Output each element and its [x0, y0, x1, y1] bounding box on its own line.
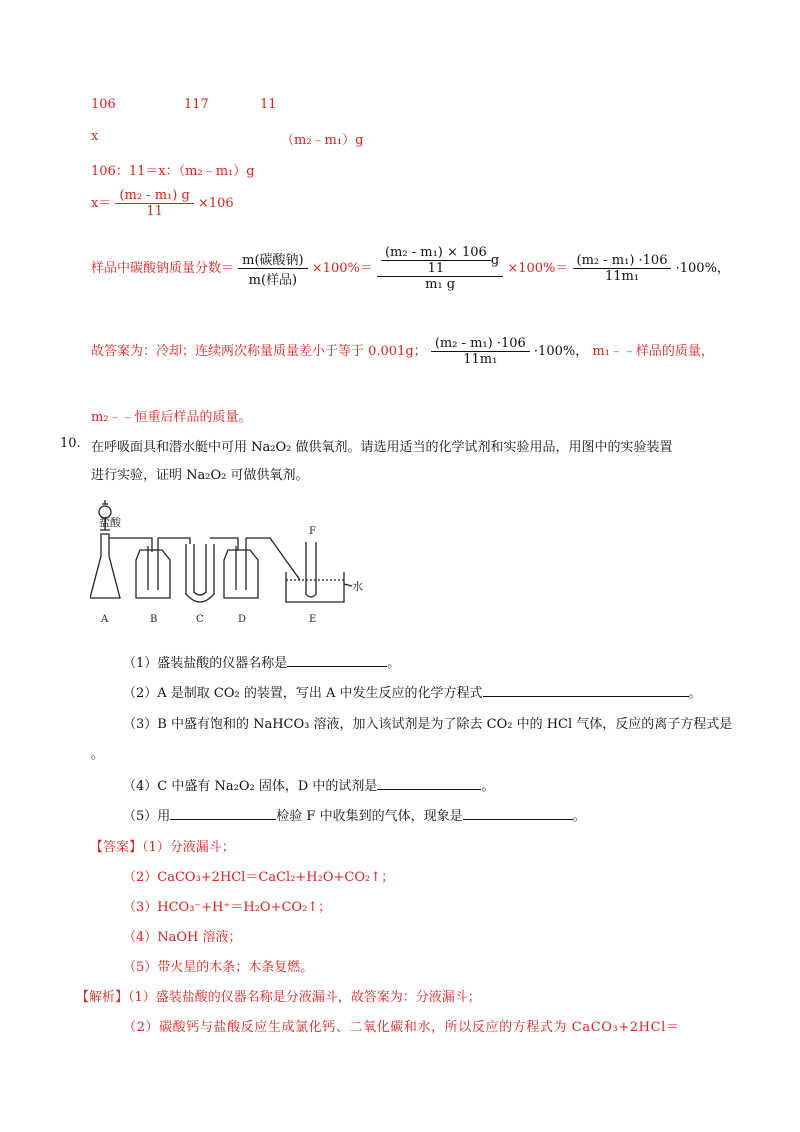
hcl-label: 盐酸 — [99, 516, 121, 529]
answer-blank-2[interactable] — [483, 684, 689, 697]
answer-blank-1[interactable] — [287, 654, 387, 667]
answer-4: （4）NaOH 溶液； — [123, 930, 242, 945]
frac-2-inner-num: (m₂ - m₁) × 106 — [384, 245, 487, 260]
x-tail: ×106 — [197, 196, 234, 211]
ratio-117: 117 — [184, 97, 209, 112]
answer-blank-4[interactable] — [377, 777, 481, 790]
question-number: 10. — [60, 436, 81, 451]
subquestion-5-mid: 检验 F 中收集到的气体，现象是 — [276, 809, 463, 824]
frac-2 — [377, 245, 503, 292]
subquestion-5-end: 。 — [572, 809, 586, 824]
subquestion-5 — [123, 805, 586, 824]
frac-2-inner — [381, 245, 491, 276]
x-lhs: x＝ — [91, 196, 112, 211]
subquestion-1 — [123, 652, 400, 671]
label-c: C — [196, 614, 204, 625]
analysis-1-text: （1）盛装盐酸的仪器名称是分液漏斗，故答案为：分液漏斗； — [128, 990, 481, 1005]
frac-1-den: m(样品) — [238, 268, 307, 288]
question-line-1: 在呼吸面具和潜水艇中可用 Na₂O₂ 做供氧剂。请选用适当的化学试剂和实验用品，用图中的实验装置 — [91, 440, 673, 455]
subquestion-1-text: （1）盛装盐酸的仪器名称是 — [123, 656, 288, 671]
mass-fraction-line — [91, 245, 730, 292]
answer-summary — [91, 336, 714, 367]
frac-1 — [238, 249, 307, 288]
mass-fraction-label: 样品中碳酸钠质量分数＝ — [91, 261, 235, 276]
subquestion-3-end: 。 — [91, 747, 105, 762]
x-fraction-num: (m₂ - m₁) g — [119, 188, 190, 203]
var-mass-diff: （m₂﹣m₁）g — [281, 133, 364, 148]
frac-2-inner-den: 11 — [381, 260, 491, 276]
answer-5: （5）带火星的木条；木条复燃。 — [123, 960, 314, 975]
label-b: B — [150, 614, 158, 625]
summary-m1: m₁﹣﹣样品的质量， — [592, 344, 714, 359]
subquestion-5-text: （5）用 — [123, 809, 171, 824]
frac-3 — [573, 253, 672, 284]
answer-blank-5a[interactable] — [170, 807, 276, 820]
f-label: F — [309, 526, 316, 537]
ratio-106: 106 — [91, 97, 116, 112]
answer-1-text: （1）分液漏斗； — [142, 840, 235, 855]
x-expression — [91, 188, 234, 219]
frac-1-num: m(碳酸钠) — [242, 253, 304, 268]
mid-2: ×100%＝ — [507, 261, 569, 276]
frac-2-g: g — [490, 253, 500, 268]
frac-3-num: (m₂ - m₁) ·106 — [576, 253, 668, 268]
proportion: 106：11＝x：（m₂﹣m₁）g — [91, 164, 255, 179]
subquestion-4-text: （4）C 中盛有 Na₂O₂ 固体，D 中的试剂是 — [123, 779, 378, 794]
frac-2-num — [377, 245, 503, 276]
summary-m2: m₂﹣﹣恒重后样品的质量。 — [91, 410, 252, 425]
x-fraction-den: 11 — [115, 203, 193, 219]
subquestion-2-end: 。 — [688, 686, 702, 701]
subquestion-4 — [123, 775, 494, 794]
question-line-2: 进行实验，证明 Na₂O₂ 可做供氧剂。 — [91, 468, 309, 483]
answer-1 — [90, 836, 235, 855]
label-e: E — [309, 614, 317, 625]
ratio-11: 11 — [260, 97, 277, 112]
apparatus-diagram — [90, 494, 380, 634]
subquestion-2 — [123, 682, 702, 701]
mid-1: ×100%＝ — [311, 261, 373, 276]
ratio-row — [91, 97, 277, 112]
summary-fraction-den: 11m₁ — [431, 351, 530, 367]
var-x: x — [91, 129, 99, 144]
subquestion-3: （3）B 中盛有饱和的 NaHCO₃ 溶液，加入该试剂是为了除去 CO₂ 中的 HCl 气体，反应的离子方程式是 — [123, 717, 733, 732]
analysis-1 — [76, 986, 481, 1005]
x-fraction — [115, 188, 193, 219]
frac-3-den: 11m₁ — [573, 268, 672, 284]
frac-2-den: m₁ g — [377, 276, 503, 292]
answer-2: （2）CaCO₃+2HCl＝CaCl₂+H₂O+CO₂↑； — [123, 870, 395, 885]
summary-fraction — [431, 336, 530, 367]
subquestion-4-end: 。 — [481, 779, 495, 794]
var-row — [91, 129, 364, 148]
apparatus-figure — [90, 494, 380, 634]
summary-fraction-num: (m₂ - m₁) ·106 — [434, 336, 526, 351]
analysis-tag: 【解析】 — [76, 990, 129, 1005]
label-a: A — [101, 614, 109, 625]
summary-prefix: 故答案为：冷却；连续两次称量质量差小于等于 0.001g； — [91, 344, 427, 359]
subquestion-2-text: （2）A 是制取 CO₂ 的装置，写出 A 中发生反应的化学方程式 — [123, 686, 483, 701]
summary-fraction-tail: ·100%， — [533, 344, 589, 359]
subquestion-1-end: 。 — [387, 656, 401, 671]
answer-3: （3）HCO₃⁻+H⁺＝H₂O+CO₂↑； — [123, 900, 332, 915]
answer-tag: 【答案】 — [90, 840, 143, 855]
frac-3-tail: ·100%， — [675, 261, 730, 276]
water-label: 水 — [352, 580, 363, 593]
label-d: D — [238, 614, 247, 625]
analysis-2: （2）碳酸钙与盐酸反应生成氯化钙、二氧化碳和水，所以反应的方程式为 CaCO₃+2HCl＝ — [123, 1020, 680, 1035]
answer-blank-5b[interactable] — [463, 807, 573, 820]
